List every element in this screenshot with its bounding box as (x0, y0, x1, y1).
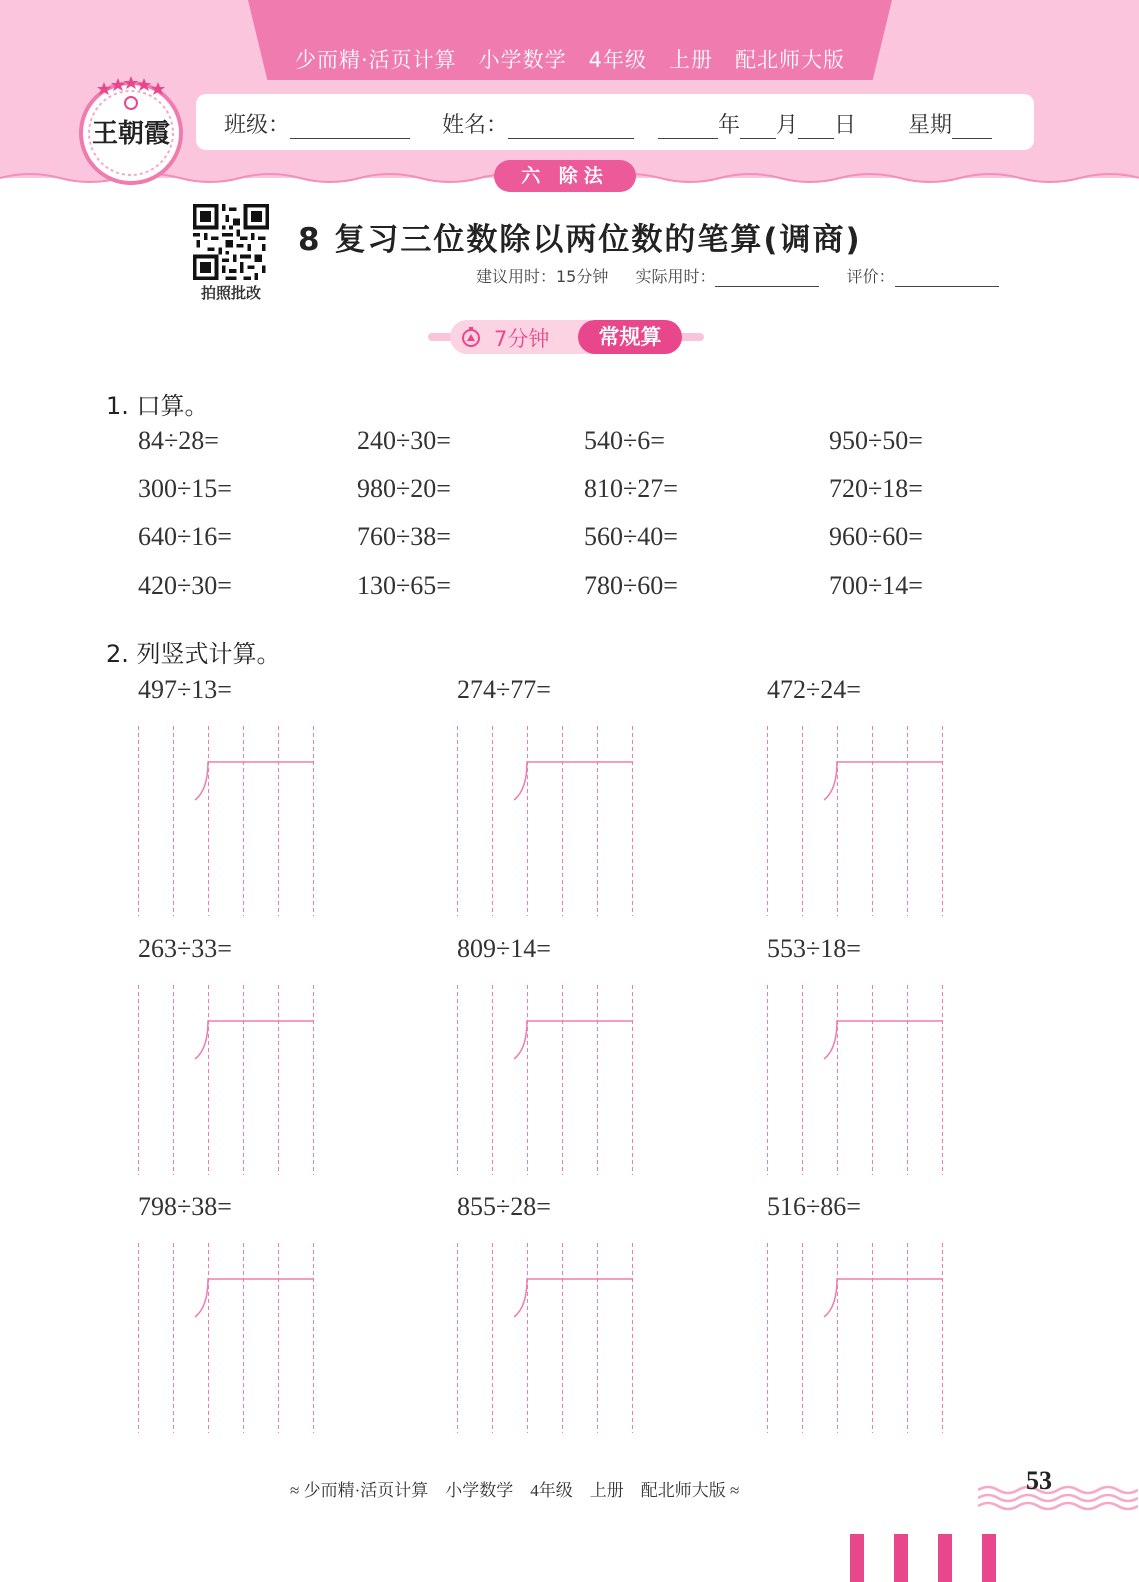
edge-stripe (982, 1534, 996, 1582)
stopwatch-icon (460, 326, 482, 348)
oral-problem: 84÷28= (138, 426, 219, 455)
oral-problem: 420÷30= (138, 571, 232, 600)
written-problem: 274÷77= (457, 675, 551, 704)
written-problem: 855÷28= (457, 1192, 551, 1221)
oral-problem: 300÷15= (138, 474, 232, 503)
oral-problem: 700÷14= (829, 571, 923, 600)
date-field[interactable] (658, 108, 856, 139)
edge-stripe (938, 1534, 952, 1582)
written-problem: 798÷38= (138, 1192, 232, 1221)
work-grid[interactable] (767, 726, 967, 916)
suggested-time: 建议用时：15分钟 (476, 267, 609, 286)
oral-problem: 240÷30= (357, 426, 451, 455)
chapter-tab: 六 除法 (494, 160, 636, 192)
class-field[interactable] (224, 108, 410, 139)
oral-problem: 720÷18= (829, 474, 923, 503)
work-grid[interactable] (138, 1243, 338, 1433)
division-bracket (195, 762, 314, 800)
work-grid[interactable] (457, 726, 657, 916)
brand-logo (76, 76, 186, 186)
work-grid[interactable] (457, 1243, 657, 1433)
division-bracket (514, 1021, 633, 1059)
edge-stripe (850, 1534, 864, 1582)
oral-problem: 760÷38= (357, 522, 451, 551)
qr-code-icon[interactable] (193, 204, 269, 280)
written-problem: 472÷24= (767, 675, 861, 704)
section1-heading: 1. 口算。 (106, 392, 209, 420)
series-title: 少而精·活页计算 小学数学 4年级 上册 配北师大版 (294, 48, 846, 72)
class-label: 班级： (224, 113, 291, 138)
weekday-field[interactable] (908, 108, 992, 139)
oral-problem: 810÷27= (584, 474, 678, 503)
division-bracket (824, 762, 943, 800)
footer-series-text: ≈ 少而精·活页计算 小学数学 4年级 上册 配北师大版 ≈ (290, 1481, 740, 1500)
oral-problem: 980÷20= (357, 474, 451, 503)
actual-time-field[interactable] (715, 268, 819, 287)
work-grid[interactable] (767, 1243, 967, 1433)
oral-problem: 560÷40= (584, 522, 678, 551)
footer-wave-decoration (978, 1484, 1138, 1514)
actual-time-label: 实际用时： (635, 267, 716, 286)
written-problem: 553÷18= (767, 934, 861, 963)
year-label: 年 (718, 113, 741, 138)
section2-heading: 2. 列竖式计算。 (106, 640, 281, 668)
evaluation-field[interactable] (895, 268, 999, 287)
oral-problem: 950÷50= (829, 426, 923, 455)
qr-label: 拍照批改 (200, 284, 261, 302)
work-grid[interactable] (138, 985, 338, 1175)
time-row (476, 264, 999, 287)
oral-problem: 780÷60= (584, 571, 678, 600)
division-bracket (195, 1279, 314, 1317)
written-problem: 497÷13= (138, 675, 232, 704)
work-grid[interactable] (457, 985, 657, 1175)
student-info-bar (196, 94, 1034, 150)
work-grid[interactable] (767, 985, 967, 1175)
oral-problem: 960÷60= (829, 522, 923, 551)
written-problem: 263÷33= (138, 934, 232, 963)
division-bracket (824, 1279, 943, 1317)
page-title: 8 复习三位数除以两位数的笔算(调商) (298, 222, 862, 258)
oral-problem: 130÷65= (357, 571, 451, 600)
division-bracket (824, 1021, 943, 1059)
work-grid[interactable] (138, 726, 338, 916)
name-field[interactable] (442, 108, 634, 139)
page-number: 53 (1026, 1466, 1052, 1495)
month-label: 月 (776, 113, 799, 138)
timer-duration: 7分钟 (494, 327, 550, 351)
logo-text: 王朝霞 (91, 119, 171, 148)
practice-type-badge: 常规算 (578, 320, 682, 354)
evaluation-label: 评价： (846, 267, 895, 286)
written-problem: 516÷86= (767, 1192, 861, 1221)
written-problem: 809÷14= (457, 934, 551, 963)
division-bracket (514, 762, 633, 800)
day-label: 日 (834, 113, 857, 138)
oral-problem: 640÷16= (138, 522, 232, 551)
division-bracket (514, 1279, 633, 1317)
weekday-label: 星期 (908, 113, 953, 138)
division-bracket (195, 1021, 314, 1059)
oral-problem: 540÷6= (584, 426, 665, 455)
name-label: 姓名： (442, 113, 509, 138)
edge-stripe (894, 1534, 908, 1582)
